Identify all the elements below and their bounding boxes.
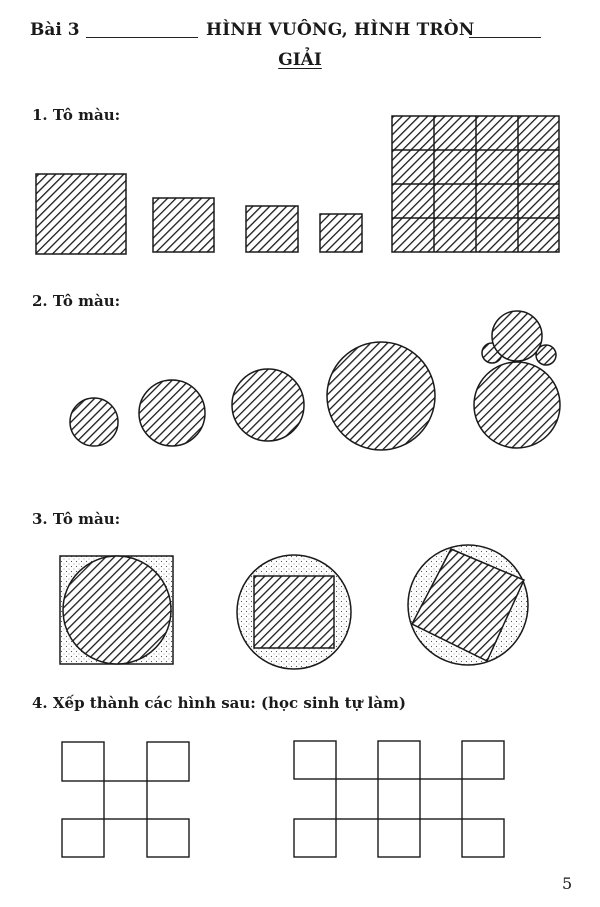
snowman-head xyxy=(492,311,542,361)
inner-hatched-circle xyxy=(63,556,171,664)
hatched-square-smallest xyxy=(320,214,362,252)
exercise-4-label: 4. Xếp thành các hình sau: (học sinh tự làm) xyxy=(32,694,407,712)
hatched-square-small xyxy=(246,206,298,252)
exercise-3-label: 3. Tô màu: xyxy=(32,510,121,528)
snowman-body xyxy=(474,362,560,448)
hatched-square-large xyxy=(36,174,126,254)
exercise-4-right-figure xyxy=(294,741,504,857)
circle-with-tilted-square xyxy=(408,545,528,665)
exercise-4-left-figure xyxy=(62,742,189,857)
exercise-2-circles xyxy=(70,342,435,450)
hatched-square-medium xyxy=(153,198,214,252)
snowman-figure xyxy=(474,311,560,448)
exercise-1-label: 1. Tô màu: xyxy=(32,106,121,124)
page-number: 5 xyxy=(562,874,573,893)
lesson-title: HÌNH VUÔNG, HÌNH TRÒN xyxy=(206,20,475,40)
hatched-circle-4 xyxy=(327,342,435,450)
exercise-1-grid xyxy=(392,116,559,252)
inner-hatched-square xyxy=(254,576,334,648)
exercise-1-squares xyxy=(36,174,362,254)
lesson-number: Bài 3 xyxy=(30,20,80,40)
solution-heading-text: GIẢI xyxy=(278,50,322,70)
circle-with-square xyxy=(237,555,351,669)
exercise-2-label: 2. Tô màu: xyxy=(32,292,121,310)
hatched-circle-2 xyxy=(139,380,205,446)
hatched-circle-3 xyxy=(232,369,304,441)
square-with-circle xyxy=(60,556,173,664)
hatched-circle-1 xyxy=(70,398,118,446)
